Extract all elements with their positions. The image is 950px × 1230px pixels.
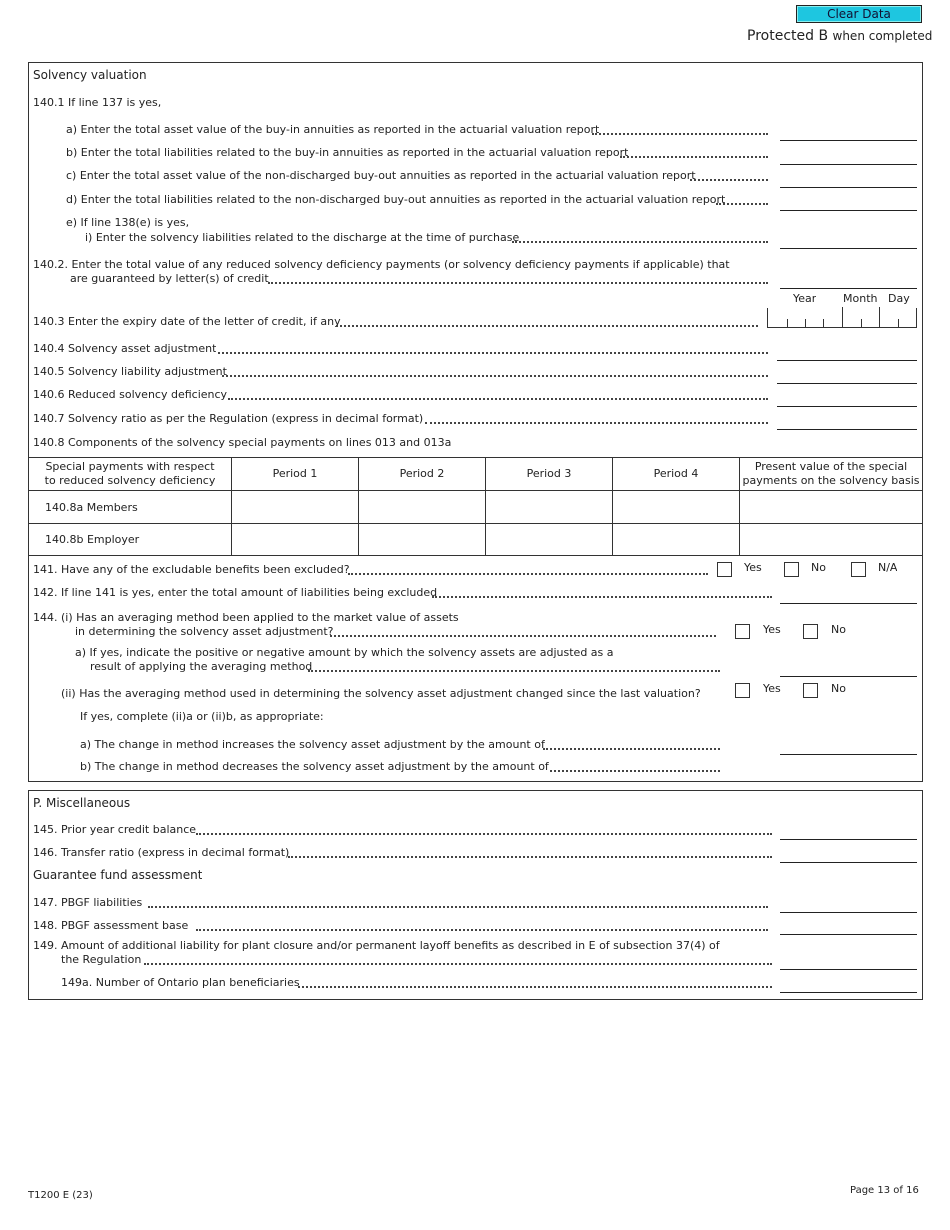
line-140-1: 140.1 If line 137 is yes, [33,96,162,109]
leader-dots [336,315,758,327]
leader-dots [268,272,768,284]
leader-dots [196,919,768,931]
col-header-period-3: Period 3 [486,458,613,491]
line-149-cont: the Regulation [61,953,142,966]
line-144-i-yes-label: Yes [763,623,781,636]
leader-dots [432,586,772,598]
line-144-ii-no-label: No [831,682,846,695]
members-period-2-cell[interactable] [359,491,486,524]
line-141-na-checkbox[interactable] [851,562,866,577]
line-141: 141. Have any of the excludable benefits been excluded? [33,563,350,576]
col0-line1: Special payments with respect [45,460,215,473]
leader-dots [592,123,768,135]
pv-line1: Present value of the special [754,460,908,473]
line-140-8: 140.8 Components of the solvency special payments on lines 013 and 013a [33,436,452,449]
leader-dots [330,625,716,637]
field-140-6[interactable] [777,387,917,407]
special-payments-table [28,457,923,556]
line-144-ii-yes-label: Yes [763,682,781,695]
line-140-6: 140.6 Reduced solvency deficiency [33,388,228,401]
line-144-ii-note: If yes, complete (ii)a or (ii)b, as appropriate: [80,710,324,723]
pv-line2: payments on the solvency basis [742,474,920,487]
leader-dots [228,388,768,400]
line-140-1c: c) Enter the total asset value of the non-discharged buy-out annuities as reported in the actuarial valuation report [66,169,696,182]
line-140-4: 140.4 Solvency asset adjustment [33,342,217,355]
employer-period-2-cell[interactable] [359,524,486,556]
leader-dots [222,365,768,377]
leader-dots [148,896,768,908]
line-145: 145. Prior year credit balance [33,823,197,836]
clear-data-button[interactable]: Clear Data [796,5,922,23]
line-144-i-cont: in determining the solvency asset adjustment? [75,625,334,638]
col-header-present-value [740,458,923,491]
line-140-1d: d) Enter the total liabilities related to the non-discharged buy-out annuities as reported in the actuarial valuation report [66,193,726,206]
col-header-period-1: Period 1 [232,458,359,491]
field-140-5[interactable] [777,364,917,384]
line-146: 146. Transfer ratio (express in decimal format) [33,846,290,859]
leader-dots [512,231,768,243]
field-140-1d[interactable] [780,191,917,211]
employer-period-4-cell[interactable] [613,524,740,556]
line-144-ii-yes-checkbox[interactable] [735,683,750,698]
field-140-1e-i[interactable] [780,229,917,249]
col-header-period-4: Period 4 [613,458,740,491]
line-144-i-no-label: No [831,623,846,636]
field-140-1c[interactable] [780,168,917,188]
row-label-employer: 140.8b Employer [29,524,232,556]
row-label-members: 140.8a Members [29,491,232,524]
leader-dots [716,193,768,205]
line-140-2: 140.2. Enter the total value of any reduced solvency deficiency payments (or solvency deficiency payments if applicable) that [33,258,730,271]
line-144-ii-b: b) The change in method decreases the solvency asset adjustment by the amount of [80,760,549,773]
leader-dots [288,846,772,858]
col-header-special-payments [29,458,232,491]
leader-dots [298,976,772,988]
table-row [29,524,923,556]
line-140-1b: b) Enter the total liabilities related to the buy-in annuities as reported in the actuarial valuation report [66,146,629,159]
line-144-i-no-checkbox[interactable] [803,624,818,639]
line-141-no-checkbox[interactable] [784,562,799,577]
line-140-1e-i: i) Enter the solvency liabilities related to the discharge at the time of purchase [85,231,520,244]
field-146[interactable] [780,843,917,863]
field-140-7[interactable] [777,410,917,430]
line-149a: 149a. Number of Ontario plan beneficiaries [61,976,300,989]
leader-dots [348,563,708,575]
line-149: 149. Amount of additional liability for plant closure and/or permanent layoff benefits as described in E of subsection 37(4) of [33,939,720,952]
line-140-1a: a) Enter the total asset value of the buy-in annuities as reported in the actuarial valuation report [66,123,600,136]
line-140-7: 140.7 Solvency ratio as per the Regulation (express in decimal format) [33,412,424,425]
field-145[interactable] [780,820,917,840]
leader-dots [425,412,768,424]
line-144-i-yes-checkbox[interactable] [735,624,750,639]
field-140-2[interactable] [780,269,917,289]
line-141-yes-label: Yes [744,561,762,574]
leader-dots [620,146,768,158]
protected-label [747,28,932,44]
date-month-label: Month [843,292,878,305]
misc-title: P. Miscellaneous [33,796,131,810]
line-141-na-label: N/A [878,561,898,574]
line-141-no-label: No [811,561,826,574]
leader-dots [690,169,768,181]
line-141-yes-checkbox[interactable] [717,562,732,577]
date-year-label: Year [793,292,817,305]
line-140-2-cont: are guaranteed by letter(s) of credit [70,272,269,285]
leader-dots [308,660,720,672]
field-149a[interactable] [780,973,917,993]
field-148[interactable] [780,915,917,935]
line-148: 148. PBGF assessment base [33,919,189,932]
field-140-1a[interactable] [780,121,917,141]
employer-present-value-cell[interactable] [740,524,923,556]
protected-b: Protected B [747,28,829,44]
field-149[interactable] [780,950,917,970]
line-144-ii-no-checkbox[interactable] [803,683,818,698]
form-id: T1200 E (23) [28,1190,93,1201]
page-number: Page 13 of 16 [850,1185,919,1196]
gfa-title: Guarantee fund assessment [33,868,203,882]
line-144-a: a) If yes, indicate the positive or negative amount by which the solvency assets are adjusted as a [75,646,614,659]
leader-dots [196,823,772,835]
table-header-row [29,458,923,491]
protected-suffix: when completed [832,29,933,43]
line-144-ii: (ii) Has the averaging method used in determining the solvency asset adjustment changed since the last valuation? [61,687,701,700]
leader-dots [144,953,772,965]
solvency-title: Solvency valuation [33,68,147,82]
line-144-a-cont: result of applying the averaging method [90,660,313,673]
field-140-1b[interactable] [780,145,917,165]
line-140-3: 140.3 Enter the expiry date of the letter of credit, if any [33,315,341,328]
members-period-4-cell[interactable] [613,491,740,524]
members-present-value-cell[interactable] [740,491,923,524]
line-140-1e: e) If line 138(e) is yes, [66,216,190,229]
field-142[interactable] [780,584,917,604]
employer-period-1-cell[interactable] [232,524,359,556]
field-147[interactable] [780,893,917,913]
line-142: 142. If line 141 is yes, enter the total amount of liabilities being excluded [33,586,438,599]
field-144-a[interactable] [780,657,917,677]
leader-dots [218,342,768,354]
leader-dots [550,760,720,772]
table-row [29,491,923,524]
col-header-period-2: Period 2 [359,458,486,491]
line-140-5: 140.5 Solvency liability adjustment [33,365,227,378]
field-144-ii-a[interactable] [780,735,917,755]
date-day-label: Day [888,292,910,305]
leader-dots [543,738,720,750]
line-144-i: 144. (i) Has an averaging method been applied to the market value of assets [33,611,459,624]
line-144-ii-a: a) The change in method increases the solvency asset adjustment by the amount of [80,738,545,751]
line-147: 147. PBGF liabilities [33,896,143,909]
members-period-3-cell[interactable] [486,491,613,524]
expiry-date-input[interactable] [767,308,917,328]
field-140-4[interactable] [777,341,917,361]
employer-period-3-cell[interactable] [486,524,613,556]
col0-line2: to reduced solvency deficiency [44,474,216,487]
members-period-1-cell[interactable] [232,491,359,524]
